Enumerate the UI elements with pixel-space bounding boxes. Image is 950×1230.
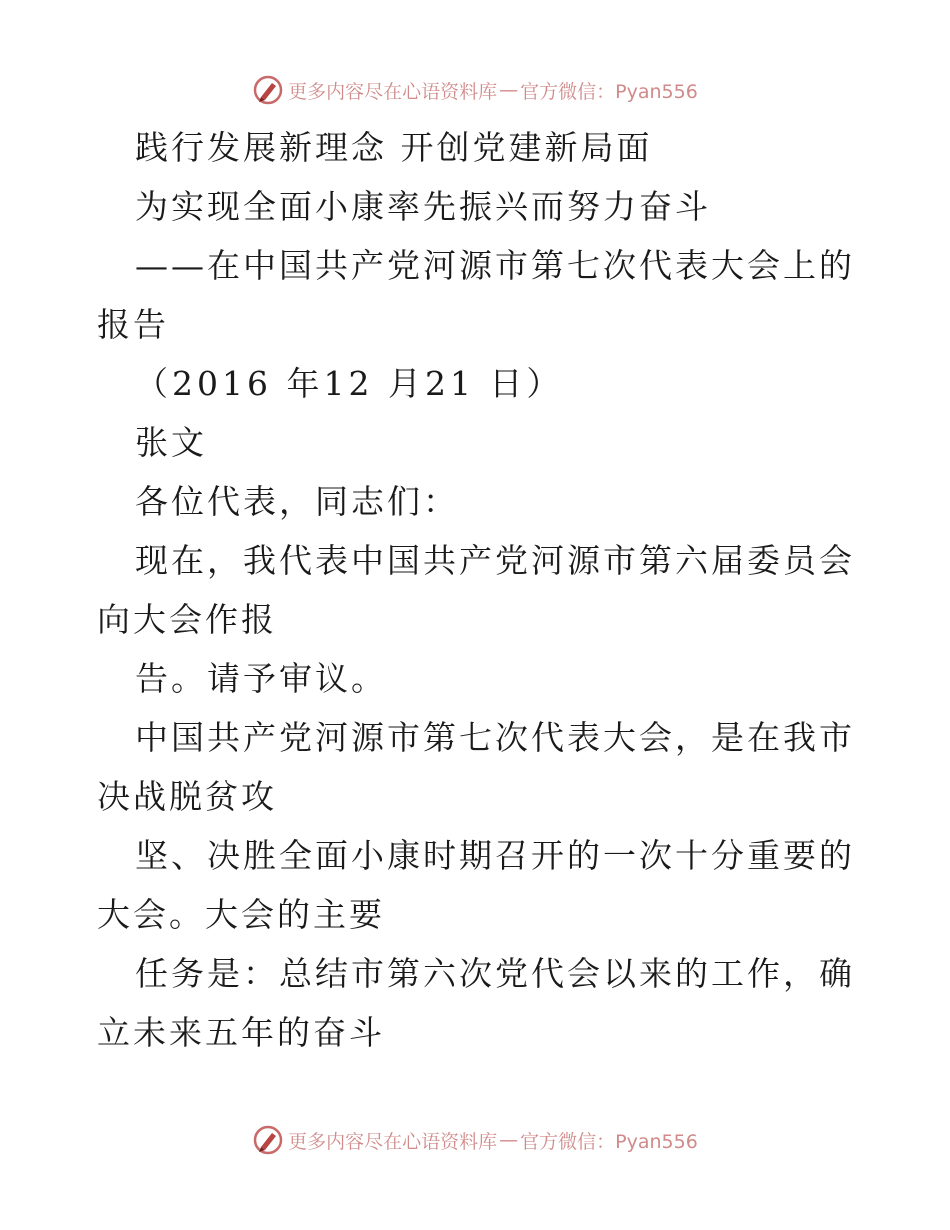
watermark-separator: — <box>499 1129 517 1151</box>
watermark-contact: 官方微信：Pyan556 <box>520 1130 698 1153</box>
document-body <box>97 118 857 1062</box>
doc-date: （2016 年12 月21 日） <box>135 364 564 403</box>
doc-salutation: 各位代表，同志们： <box>135 482 459 521</box>
doc-subtitle: ——在中国共产党河源市第七次代表大会上的报告 <box>97 246 855 344</box>
pen-logo-icon <box>252 74 284 106</box>
watermark-contact: 官方微信：Pyan556 <box>520 80 698 103</box>
pen-logo-icon <box>252 1124 284 1156</box>
doc-paragraph: 告。请予审议。 <box>135 659 387 698</box>
doc-author: 张文 <box>135 423 207 462</box>
watermark-text: 更多内容尽在心语资料库 <box>288 80 498 103</box>
watermark-text: 更多内容尽在心语资料库 <box>288 1130 498 1153</box>
doc-title-line-1: 践行发展新理念 开创党建新局面 <box>135 128 653 167</box>
doc-title-line-2: 为实现全面小康率先振兴而努力奋斗 <box>135 187 711 226</box>
watermark-footer <box>0 1120 950 1160</box>
doc-paragraph: 现在，我代表中国共产党河源市第六届委员会向大会作报 <box>97 541 855 639</box>
doc-paragraph: 坚、决胜全面小康时期召开的一次十分重要的大会。大会的主要 <box>97 836 855 934</box>
doc-paragraph: 中国共产党河源市第七次代表大会，是在我市决战脱贫攻 <box>97 718 855 816</box>
watermark-header <box>0 70 950 110</box>
watermark-separator: — <box>499 79 517 101</box>
doc-paragraph: 任务是：总结市第六次党代会以来的工作，确立未来五年的奋斗 <box>97 954 855 1052</box>
